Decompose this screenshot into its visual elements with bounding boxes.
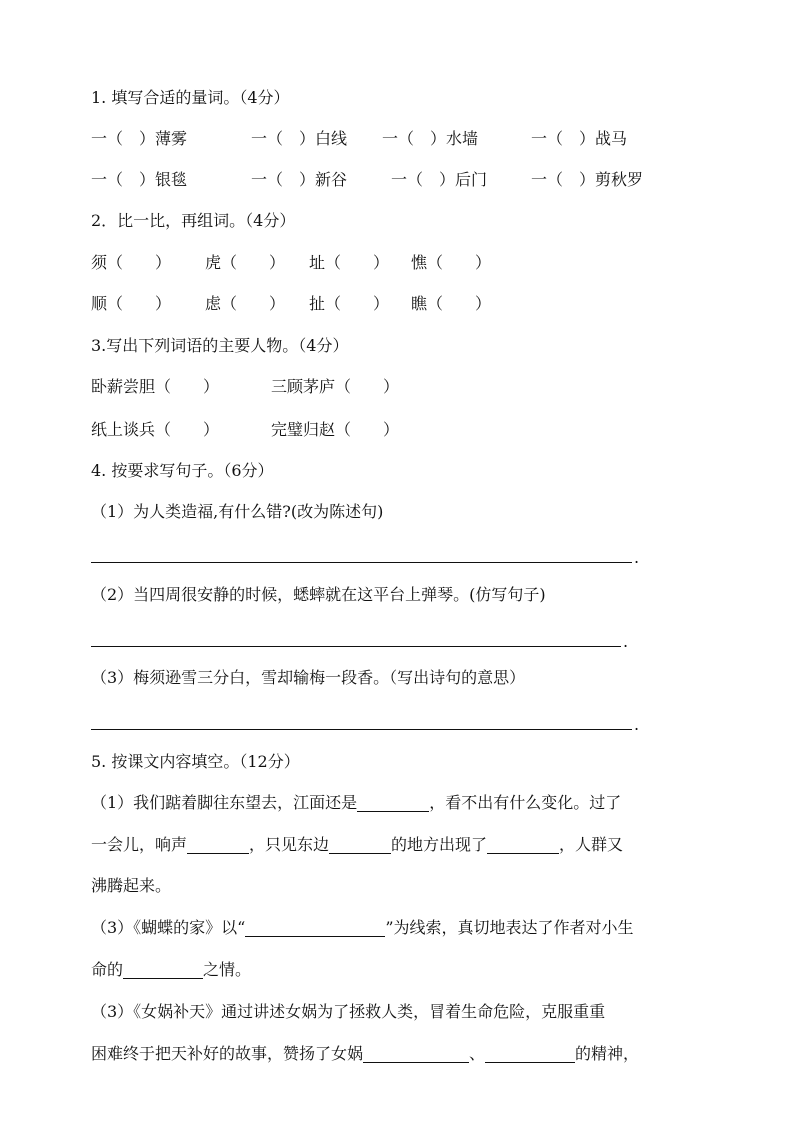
q2-item: 憔（ ） xyxy=(411,253,492,272)
fill-blank[interactable] xyxy=(245,918,385,937)
fill-blank[interactable] xyxy=(363,1044,469,1063)
q4-title: 4. 按要求写句子。（6分） xyxy=(91,461,274,480)
q2-item: 顺（ ） xyxy=(91,294,172,313)
fill-blank[interactable] xyxy=(357,793,429,812)
q2-item: 虑（ ） xyxy=(205,294,286,313)
q2-title: 2．比一比，再组词。（4分） xyxy=(91,211,296,230)
q5-para-3-line-2 xyxy=(91,1044,639,1064)
period-mark: . xyxy=(634,715,640,734)
q5-para-2-line-2 xyxy=(91,960,251,980)
text: 、 xyxy=(469,1044,486,1063)
fill-blank[interactable] xyxy=(485,1044,575,1063)
q3-item: 完璧归赵（ ） xyxy=(271,420,400,439)
fill-blank[interactable] xyxy=(487,835,559,854)
q1-item: 一（ ）后门 xyxy=(391,170,488,189)
text: 的地方出现了 xyxy=(391,835,488,854)
q2-item: 瞧（ ） xyxy=(411,294,492,313)
q5-para-1-line-3: 沸腾起来。 xyxy=(91,876,172,895)
q1-item: 一（ ）银毯 xyxy=(91,170,188,189)
fill-blank[interactable] xyxy=(187,835,249,854)
q2-item: 址（ ） xyxy=(309,253,390,272)
fill-blank[interactable] xyxy=(123,960,203,979)
period-mark: . xyxy=(623,632,629,651)
q4-sentence-1: （1）为人类造福,有什么错?(改为陈述句) xyxy=(91,502,384,521)
text: 之情。 xyxy=(203,960,252,979)
q1-item: 一（ ）剪秋罗 xyxy=(531,170,644,189)
q1-item: 一（ ）战马 xyxy=(531,129,628,148)
text: 困难终于把天补好的故事，赞扬了女娲 xyxy=(91,1044,364,1063)
q1-item: 一（ ）薄雾 xyxy=(91,129,188,148)
period-mark: . xyxy=(634,548,640,567)
text: （3）《蝴蝶的家》以“ xyxy=(91,918,246,937)
q2-item: 须（ ） xyxy=(91,253,172,272)
text: 命的 xyxy=(91,960,124,979)
q2-item: 扯（ ） xyxy=(309,294,390,313)
fill-blank[interactable] xyxy=(329,835,391,854)
q3-item: 三顾茅庐（ ） xyxy=(271,377,400,396)
text: 一会儿，响声 xyxy=(91,835,188,854)
q1-item: 一（ ）白线 xyxy=(251,129,348,148)
text: 的精神， xyxy=(575,1044,640,1063)
q3-item: 纸上谈兵（ ） xyxy=(91,420,220,439)
answer-line[interactable] xyxy=(91,562,632,563)
q3-item: 卧薪尝胆（ ） xyxy=(91,377,220,396)
q2-item: 虎（ ） xyxy=(205,253,286,272)
q4-sentence-2: （2）当四周很安静的时候，蟋蟀就在这平台上弹琴。(仿写句子) xyxy=(91,585,546,604)
q5-para-3-line-1: （3）《女娲补天》通过讲述女娲为了拯救人类，冒着生命危险，克服重重 xyxy=(91,1002,606,1021)
q1-title: 1. 填写合适的量词。（4分） xyxy=(91,88,290,107)
q1-item: 一（ ）水墙 xyxy=(382,129,479,148)
q5-para-1-line-1 xyxy=(91,793,621,813)
answer-line[interactable] xyxy=(91,729,632,730)
text: ，只见东边 xyxy=(249,835,330,854)
q5-para-1-line-2 xyxy=(91,835,623,855)
text: （1）我们踮着脚往东望去，江面还是 xyxy=(91,793,358,812)
answer-line[interactable] xyxy=(91,646,621,647)
q3-title: 3.写出下列词语的主要人物。（4分） xyxy=(91,336,349,355)
q1-item: 一（ ）新谷 xyxy=(251,170,348,189)
text: ，看不出有什么变化。过了 xyxy=(429,793,622,812)
q5-para-2-line-1 xyxy=(91,918,634,938)
text: ”为线索，真切地表达了作者对小生 xyxy=(385,918,634,937)
text: ，人群又 xyxy=(559,835,624,854)
q4-sentence-3: （3）梅须逊雪三分白，雪却输梅一段香。（写出诗句的意思） xyxy=(91,668,526,687)
q5-title: 5. 按课文内容填空。（12分） xyxy=(91,752,300,771)
